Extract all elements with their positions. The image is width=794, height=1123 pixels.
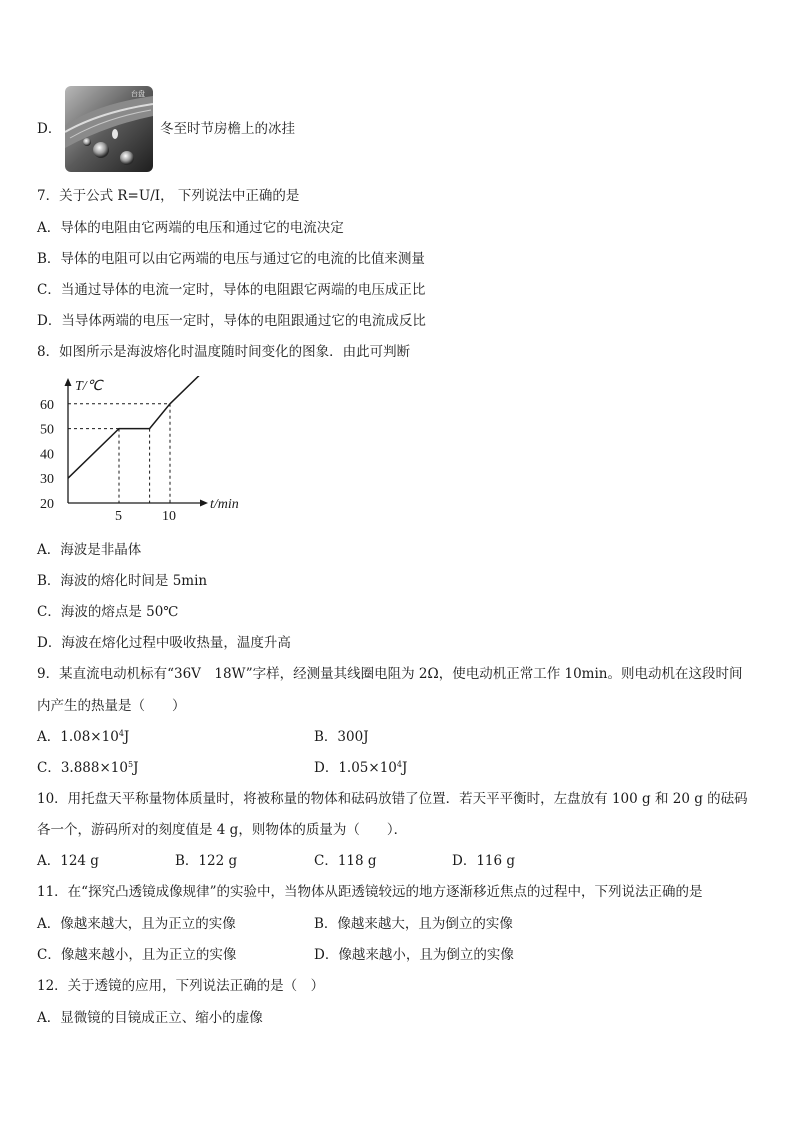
q11-option-c: C．像越来越小，且为正立的实像 — [37, 947, 237, 963]
q6-option-d-text: 冬至时节房檐上的冰挂 — [160, 121, 295, 137]
icicle-photo — [65, 86, 153, 172]
q10-option-c: C．118 g — [314, 853, 377, 869]
q9-option-a: A．$1.08\times 10^4J$ — [37, 729, 130, 745]
x-axis-label: t/min — [210, 497, 239, 512]
q11-option-a: A．像越来越大，且为正立的实像 — [37, 916, 236, 932]
q9-option-d: D．$1.05\times 10^4J$ — [314, 760, 408, 776]
q9-option-c: C．$3.888\times 10^5J$ — [37, 760, 139, 776]
q7-option-b: B．导体的电阻可以由它两端的电压与通过它的电流的比值来测量 — [37, 251, 425, 267]
y-axis-label: T/℃ — [75, 379, 103, 394]
q10-option-a: A．124 g — [37, 853, 99, 869]
y-tick-label: 60 — [40, 397, 54, 413]
q8-stem: 8．如图所示是海波熔化时温度随时间变化的图象．由此可判断 — [37, 344, 411, 360]
q11-option-d: D．像越来越小，且为倒立的实像 — [314, 947, 514, 963]
x-axis-arrow — [200, 500, 208, 507]
x-tick-label: 5 — [115, 509, 122, 524]
y-tick-label: 50 — [40, 422, 54, 438]
y-tick-label: 20 — [40, 497, 54, 512]
q12-option-a: A．显微镜的目镜成正立、缩小的虚像 — [37, 1010, 263, 1026]
q8-option-c: C．海波的熔点是 50℃ — [37, 604, 179, 620]
q6-option-d-letter: D． — [37, 121, 62, 137]
q9-stem-line1: 9．某直流电动机标有“36V 18W”字样，经测量其线圈电阻为 2Ω，使电动机正常工作 10min。则电动机在这段时间 — [37, 666, 743, 682]
q8-option-b: B．海波的熔化时间是 5min — [37, 573, 208, 589]
q7-stem: 7．关于公式 R=U/I， 下列说法中正确的是 — [37, 188, 300, 204]
q10-stem-line1: 10．用托盘天平称量物体质量时，将被称量的物体和砝码放错了位置．若天平平衡时，左盘放有 100 g 和 20 g 的砝码 — [37, 791, 748, 807]
q8-option-d: D．海波在熔化过程中吸收热量，温度升高 — [37, 635, 291, 651]
q9-option-b: B．300J — [314, 729, 369, 745]
melting-curve-chart — [38, 376, 248, 526]
q11-option-b: B．像越来越大，且为倒立的实像 — [314, 916, 513, 932]
svg-text:台盘: 台盘 — [131, 90, 145, 98]
q7-option-d: D．当导体两端的电压一定时，导体的电阻跟通过它的电流成反比 — [37, 313, 426, 329]
y-tick-label: 30 — [40, 472, 54, 488]
y-axis-arrow — [65, 378, 72, 386]
q7-option-a: A．导体的电阻由它两端的电压和通过它的电流决定 — [37, 220, 344, 236]
y-tick-label: 40 — [40, 447, 54, 463]
q11-stem: 11．在“探究凸透镜成像规律”的实验中，当物体从距透镜较远的地方逐渐移近焦点的过程中，下列说法正确的是 — [37, 884, 703, 900]
q10-option-b: B．122 g — [175, 853, 238, 869]
q10-stem-line2: 各一个，游码所对的刻度值是 4 g，则物体的质量为（ ）． — [37, 822, 408, 838]
q7-option-c: C．当通过导体的电流一定时，导体的电阻跟它两端的电压成正比 — [37, 282, 426, 298]
x-tick-label: 10 — [162, 509, 176, 524]
q9-stem-line2: 内产生的热量是（ ） — [37, 698, 186, 714]
q12-stem: 12．关于透镜的应用，下列说法正确的是（ ） — [37, 978, 325, 994]
q10-option-d: D．116 g — [452, 853, 516, 869]
q8-option-a: A．海波是非晶体 — [37, 542, 142, 558]
